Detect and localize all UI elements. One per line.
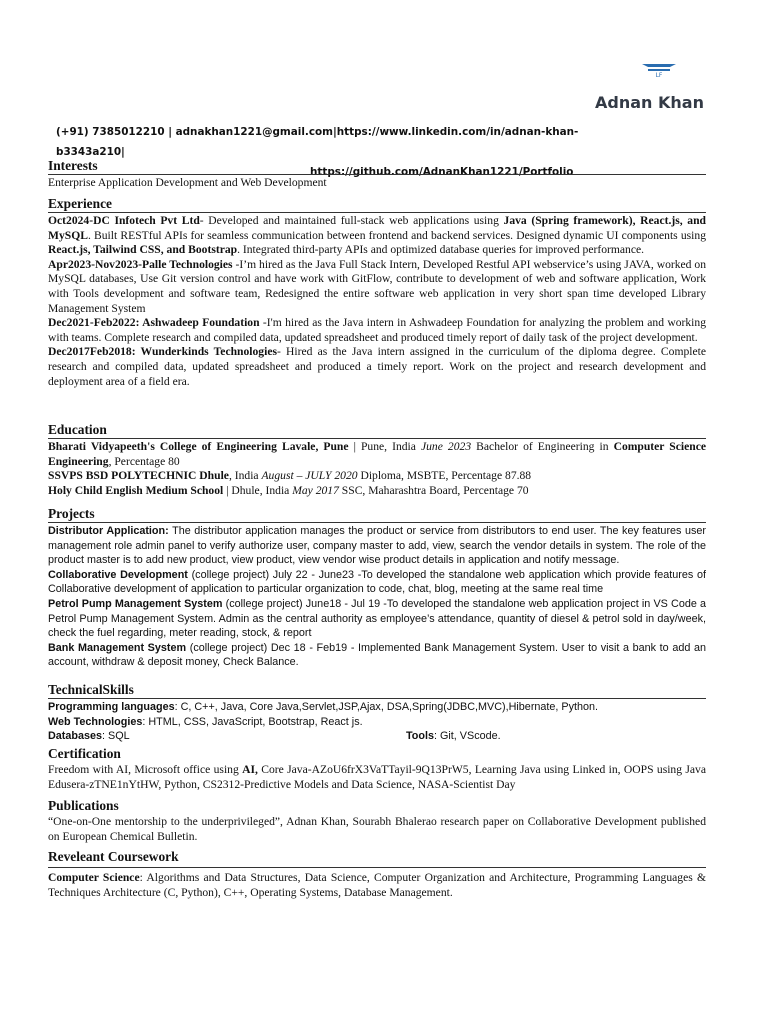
skill-label: Databases (48, 730, 103, 743)
experience-heading: Experience (48, 196, 706, 213)
skill-row (48, 729, 706, 744)
project-item (48, 641, 706, 670)
experience-title: Apr2023-Nov2023-Palle Technologies (48, 257, 233, 271)
education-item (48, 440, 706, 469)
candidate-name: Adnan Khan (595, 93, 704, 112)
skill-text: : Git, VScode. (434, 730, 501, 743)
skill-text: : C, C++, Java, Core Java,Servlet,JSP,Ajax, DSA,Spring(JDBC,MVC),Hibernate, Python. (174, 701, 599, 713)
project-item (48, 568, 706, 597)
school-location: , India (228, 469, 262, 483)
skills-heading: TechnicalSkills (48, 682, 706, 699)
experience-title: Dec2021-Feb2022: Ashwadeep Foundation (48, 316, 260, 330)
school-location: | Pune, India (348, 440, 421, 453)
education-section (48, 422, 706, 498)
skill-label: Tools (406, 730, 434, 743)
education-field: Computer Science Engineering (48, 440, 706, 468)
portfolio-link[interactable]: https://github.com/AdnanKhan1221/Portfolio (310, 166, 574, 178)
projects-heading: Projects (48, 506, 706, 523)
svg-text:LF: LF (655, 72, 663, 78)
experience-text: -I'm hired as the Java intern in Ashwadeep Foundation for analyzing the problem and working with teams. Complete research and compiled data, updated spreadsheet and produced timely report of daily task of the project development. (48, 316, 706, 344)
experience-text: - Hired as the Java intern assigned in the curriculum of the diploma degree. Complete research and compiled data, updated spreadsheet and produced a timely report. Work on the project and research development and deployment area of a field era. (48, 345, 706, 388)
certification-section (48, 746, 706, 792)
certification-part: Freedom with AI, Microsoft office using (48, 763, 243, 776)
interests-text: Enterprise Application Development and Web Development (48, 176, 327, 189)
company-logo-icon (640, 58, 678, 78)
certification-part: AI, (242, 763, 258, 776)
project-title: Petrol Pump Management System (48, 597, 223, 610)
contact-line-1: (+91) 7385012210 | adnakhan1221@gmail.com|https://www.linkedin.com/in/adnan-khan-b3343a210| (56, 126, 579, 158)
interests-section (48, 158, 706, 191)
education-date: June 2023 (420, 440, 472, 453)
experience-item (48, 316, 706, 345)
certification-text (48, 763, 706, 792)
experience-item (48, 258, 706, 316)
experience-highlight: React.js, Tailwind CSS, and Bootstrap (48, 243, 238, 257)
project-text: The distributor application manages the product or service from distributors to end user. The key features user management role admin panel to verify authorize user, company master to add, view, search the vendor details in system. The role of the product master is to add new product, view product, view vendor wise product details in application and notify message. (48, 525, 707, 567)
education-degree: Diploma, MSBTE, Percentage 87.88 (357, 469, 532, 483)
projects-section (48, 506, 706, 670)
project-item (48, 524, 706, 568)
coursework-heading: Reveleant Coursework (48, 849, 706, 868)
project-text: (college project) June18 - Jul 19 -To developed the standalone web application project in VS Code a Petrol Pump Management System. Admin as the central authority as employee’s attendance, quantity of diesel & petrol sold in day/week, check the fuel regarding, meter reading, stock, & report (48, 597, 706, 640)
education-degree: Bachelor of Engineering in (471, 440, 614, 453)
experience-item (48, 214, 706, 258)
school-name: SSVPS BSD POLYTECHNIC Dhule (48, 469, 229, 483)
databases-skill (48, 729, 406, 744)
certification-part: Core Java-AZoU6frX3VaTTayil-9Q13PrW5, Learning Java using Linked in, OOPS using Java Edusera-zTNE1nYtHW, Python, CS2312-Predictive Models and Data Science, NASA-Scientist Day (48, 763, 706, 791)
experience-text: . Built RESTful APIs for seamless communication between frontend and backend services. Designed dynamic UI components using (87, 228, 706, 242)
tools-skill (406, 729, 501, 744)
project-title: Bank Management System (48, 641, 187, 654)
project-title: Distributor Application: (48, 525, 169, 537)
school-name: Bharati Vidyapeeth's College of Engineering Lavale, Pune (48, 440, 349, 453)
project-item (48, 597, 706, 641)
experience-text: - Developed and maintained full-stack web applications using (199, 214, 504, 227)
skill-row (48, 700, 706, 715)
project-title: Collaborative Development (48, 568, 188, 581)
publications-section (48, 798, 706, 844)
experience-text: -I’m hired as the Java Full Stack Intern, Developed Restful API webservice’s using JAVA, worked on MySQL databases, Use Git version control and have work with GitFlow, contribute to development of web and software application, Work with Tools development and software team, Redesigned the entire software web application in very short span time developed Library Management System (48, 257, 706, 315)
education-degree: SSC, Maharashtra Board, Percentage 70 (338, 483, 529, 497)
coursework-text (48, 871, 706, 900)
skill-label: Programming languages (48, 701, 175, 713)
coursework-label: Computer Science (48, 871, 140, 884)
education-heading: Education (48, 422, 706, 439)
publications-heading: Publications (48, 798, 119, 813)
experience-title: Oct2024-DC Infotech Pvt Ltd (48, 214, 200, 227)
education-percentage: , Percentage 80 (108, 454, 180, 468)
experience-title: Dec2017Feb2018: Wunderkinds Technologies (48, 345, 277, 359)
experience-text: . Integrated third-party APIs and optimized database queries for improved performance. (237, 243, 645, 257)
interests-heading: Interests (48, 158, 706, 175)
skill-label: Web Technologies (48, 715, 143, 728)
school-location: | Dhule, India (223, 483, 293, 497)
skill-text: : SQL (102, 730, 130, 743)
education-item (48, 469, 706, 484)
certification-heading: Certification (48, 746, 121, 761)
experience-item (48, 345, 706, 389)
experience-highlight: Java (Spring framework), React.js, and MySQL (48, 214, 706, 242)
skill-text: : HTML, CSS, JavaScript, Bootstrap, React js. (142, 715, 363, 728)
project-text: (college project) July 22 - June23 -To developed the standalone web application which provide features of Collaborative development of application to particular organization to code, chat, blog, meeting at the same real time (48, 568, 706, 596)
coursework-section (48, 849, 706, 900)
experience-section (48, 196, 706, 389)
coursework-list: : Algorithms and Data Structures, Data Science, Computer Organization and Architecture, Programming Languages & Techniques Architecture (C, Python), C++, Operating Systems, Database Management. (48, 871, 707, 899)
education-date: May 2017 (292, 483, 339, 497)
skill-row (48, 715, 706, 730)
school-name: Holy Child English Medium School (48, 483, 224, 497)
education-date: August – JULY 2020 (261, 469, 358, 483)
skills-section (48, 682, 706, 744)
education-item (48, 484, 706, 499)
project-text: (college project) Dec 18 - Feb19 - Implemented Bank Management System. User to visit a bank to add an account, withdraw & deposit money, Check Balance. (48, 641, 706, 669)
publication-text: “One-on-One mentorship to the underprivileged”, Adnan Khan, Sourabh Bhalerao research paper on Collaborative Development published on European Chemical Bulletin. (48, 815, 706, 843)
